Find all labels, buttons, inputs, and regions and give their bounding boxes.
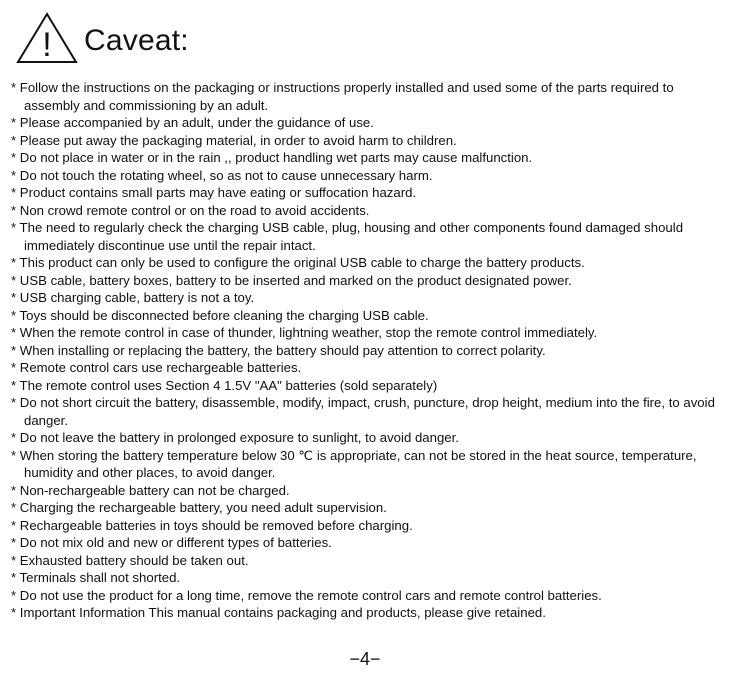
- caveat-item: * Remote control cars use rechargeable batteries.: [11, 360, 302, 375]
- caveat-item: * The remote control uses Section 4 1.5V "AA" batteries (sold separately): [11, 377, 438, 393]
- caveat-item: * When installing or replacing the battery, the battery should pay attention to correct polarity.: [11, 342, 546, 358]
- caveat-item: * Charging the rechargeable battery, you need adult supervision.: [11, 500, 387, 515]
- caveat-item: * USB charging cable, battery is not a toy.: [11, 290, 255, 305]
- caveat-item: * Product contains small parts may have eating or suffocation hazard.: [11, 185, 417, 200]
- caveat-item: * Follow the instructions on the packaging or instructions properly installed and used some of the parts required to assembly and commissioning by an adult.: [11, 80, 674, 113]
- page-title: Caveat:: [84, 24, 189, 57]
- caveat-item: * Please accompanied by an adult, under the guidance of use.: [11, 115, 374, 130]
- caveat-item: * When the remote control in case of thunder, lightning weather, stop the remote control immediately.: [11, 325, 598, 340]
- caveat-item: * This product can only be used to configure the original USB cable to charge the battery products.: [11, 255, 585, 270]
- caveat-header: [16, 10, 189, 66]
- warning-triangle-icon: [16, 12, 78, 64]
- caveat-item: * USB cable, battery boxes, battery to be inserted and marked on the product designated power.: [11, 272, 572, 288]
- caveat-item: * Non crowd remote control or on the road to avoid accidents.: [11, 202, 370, 218]
- caveat-item: * Rechargeable batteries in toys should be removed before charging.: [11, 517, 413, 533]
- caveat-item: * Do not use the product for a long time, remove the remote control cars and remote control batteries.: [11, 587, 602, 603]
- caveat-list: [11, 79, 723, 622]
- caveat-item: * Do not mix old and new or different types of batteries.: [11, 535, 332, 550]
- caveat-item: * Toys should be disconnected before cleaning the charging USB cable.: [11, 307, 429, 323]
- caveat-item: * Non-rechargeable battery can not be charged.: [11, 482, 290, 498]
- caveat-item: * Do not short circuit the battery, disassemble, modify, impact, crush, puncture, drop height, medium into the fire, to avoid danger.: [11, 395, 715, 428]
- warning-exclamation-glyph: !: [42, 26, 52, 64]
- page-number: −4−: [349, 649, 381, 669]
- caveat-item: * When storing the battery temperature below 30 ℃ is appropriate, can not be stored in the heat source, temperature, humidity and other places, to avoid danger.: [11, 447, 697, 480]
- caveat-item: * The need to regularly check the charging USB cable, plug, housing and other components found damaged should immediately discontinue use until the repair intact.: [11, 220, 684, 253]
- caveat-item: * Do not touch the rotating wheel, so as not to cause unnecessary harm.: [11, 167, 433, 183]
- caveat-item: * Do not leave the battery in prolonged exposure to sunlight, to avoid danger.: [11, 430, 459, 445]
- caveat-item: * Exhausted battery should be taken out.: [11, 552, 249, 568]
- caveat-item: * Important Information This manual contains packaging and products, please give retained.: [11, 605, 546, 620]
- caveat-item: * Terminals shall not shorted.: [11, 570, 181, 585]
- caveat-item: * Do not place in water or in the rain ,, product handling wet parts may cause malfunction.: [11, 150, 533, 165]
- caveat-item: * Please put away the packaging material, in order to avoid harm to children.: [11, 132, 457, 148]
